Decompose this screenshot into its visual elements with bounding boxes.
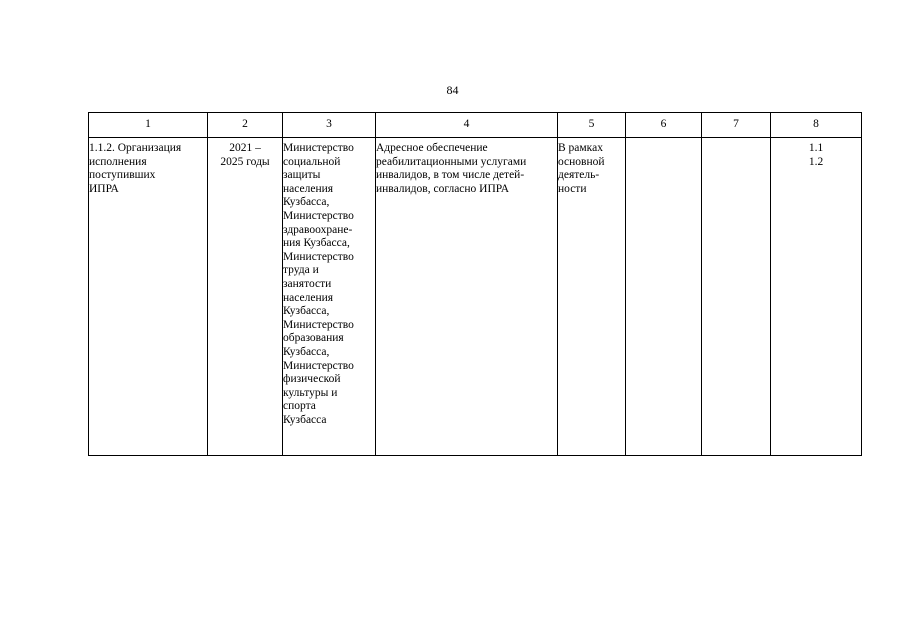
column-7-cell	[702, 138, 771, 456]
measures-table	[88, 112, 862, 456]
column-6-cell	[626, 138, 702, 456]
table-row	[89, 138, 862, 456]
column-header-2: 2	[208, 113, 283, 138]
column-header-6: 6	[626, 113, 702, 138]
column-header-7: 7	[702, 113, 771, 138]
executors-cell: Министерство социальной защиты населения Кузбасса, Министерство здравоохране- ния Кузбасса, Министерство труда и занятости населения Кузбасса, Министерство образования Кузбасса, Министерство физической культуры и спорта Кузбасса	[283, 138, 376, 456]
column-header-8: 8	[771, 113, 862, 138]
column-header-4: 4	[376, 113, 558, 138]
page-number: 84	[446, 83, 459, 97]
measure-name-cell: 1.1.2. Организация исполнения поступивших ИПРА	[89, 138, 208, 456]
indicators-cell: 1.1 1.2	[771, 138, 862, 456]
column-header-3: 3	[283, 113, 376, 138]
expected-result-cell: Адресное обеспечение реабилитационными услугами инвалидов, в том числе детей- инвалидов, согласно ИПРА	[376, 138, 558, 456]
column-header-5: 5	[558, 113, 626, 138]
period-cell: 2021 – 2025 годы	[208, 138, 283, 456]
funding-cell: В рамках основной деятель- ности	[558, 138, 626, 456]
table-header-row	[89, 113, 862, 138]
column-header-1: 1	[89, 113, 208, 138]
